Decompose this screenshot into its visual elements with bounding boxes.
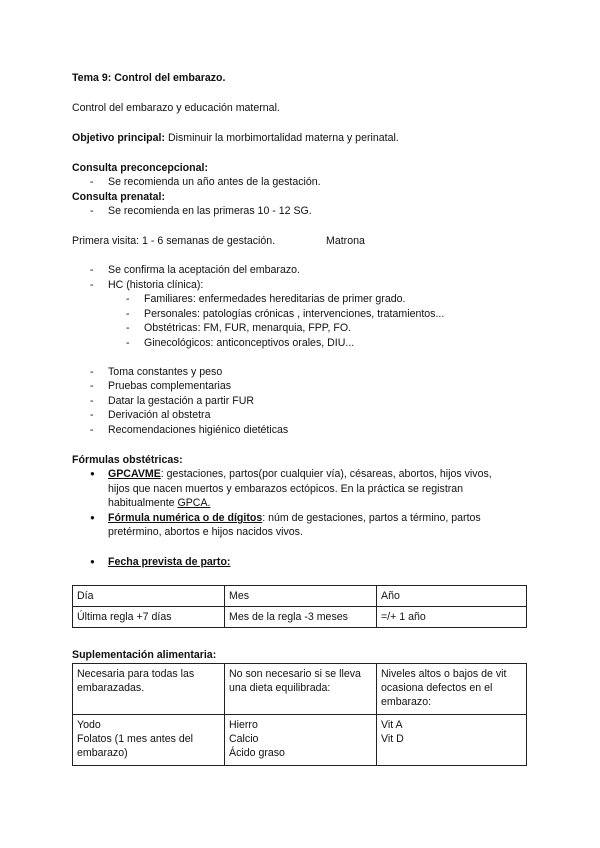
visit-more-item: - Toma constantes y peso xyxy=(108,365,222,379)
suplementacion-table xyxy=(72,663,527,766)
preconcepcional-heading: Consulta preconcepcional: xyxy=(72,162,208,174)
fpp-cell: Mes de la regla -3 meses xyxy=(225,607,377,628)
suplementacion-heading: Suplementación alimentaria: xyxy=(72,649,217,661)
table-row xyxy=(73,586,527,607)
visit-more-item: - Datar la gestación a partir FUR xyxy=(108,394,254,408)
numeric-formula-text-1: : núm de gestaciones, partos a término, partos xyxy=(262,512,481,524)
cell-line: No son necesario si se lleva xyxy=(229,668,361,680)
numeric-formula-label: Fórmula numérica o de dígitos xyxy=(108,512,263,524)
numeric-formula-line xyxy=(108,511,481,525)
hc-sub-item: - Personales: patologías crónicas , intervenciones, tratamientos... xyxy=(144,307,444,321)
gpcavme-text-2: hijos que nacen muertos y embarazos ectópicos. En la práctica se registran xyxy=(108,483,464,495)
cell-line: Calcio xyxy=(229,733,259,745)
supl-cell xyxy=(73,715,225,766)
table-row xyxy=(73,607,527,628)
first-visit: Primera visita: 1 - 6 semanas de gestación. xyxy=(72,235,276,247)
cell-line: embarazadas. xyxy=(77,682,145,694)
visit-more-item: - Derivación al obstetra xyxy=(108,408,210,422)
fpp-header-cell: Día xyxy=(73,586,225,607)
table-row xyxy=(73,664,527,715)
objective-label: Objetivo principal: xyxy=(72,132,166,144)
hc-sub-item: - Ginecológicos: anticonceptivos orales, DIU... xyxy=(144,336,354,350)
gpcavme-text-1: : gestaciones, partos(por cualquier vía), césareas, abortos, hijos vivos, xyxy=(160,468,492,480)
cell-line: ocasiona defectos en el xyxy=(381,682,493,694)
fpp-cell: Última regla +7 días xyxy=(73,607,225,628)
hc-sub-item: - Obstétricas: FM, FUR, menarquia, FPP, FO. xyxy=(144,321,351,335)
gpcavme-line xyxy=(108,467,492,481)
objective xyxy=(72,131,399,145)
prenatal-item: - Se recomienda en las primeras 10 - 12 SG. xyxy=(108,204,312,218)
subtitle: Control del embarazo y educación maternal. xyxy=(72,102,280,114)
gpcavme-text-3a: habitualmente xyxy=(108,497,178,509)
cell-line: embarazo) xyxy=(77,747,128,759)
visit-item-confirm: - Se confirma la aceptación del embarazo. xyxy=(108,263,300,277)
formulas-heading: Fórmulas obstétricas: xyxy=(72,454,183,466)
hc-sub-item: - Familiares: enfermedades hereditarias de primer grado. xyxy=(144,292,405,306)
cell-line: Vit D xyxy=(381,733,404,745)
fpp-cell: =/+ 1 año xyxy=(377,607,527,628)
supl-cell xyxy=(225,715,377,766)
fpp-table xyxy=(72,585,527,628)
cell-line: Hierro xyxy=(229,719,258,731)
cell-line: Vit A xyxy=(381,719,403,731)
objective-text: Disminuir la morbimortalidad materna y perinatal. xyxy=(165,132,399,144)
fpp-header-cell: Año xyxy=(377,586,527,607)
table-row xyxy=(73,715,527,766)
cell-line: una dieta equilibrada: xyxy=(229,682,331,694)
visit-more-item: - Pruebas complementarias xyxy=(108,379,231,393)
gpcavme-text-3 xyxy=(108,496,210,510)
page-title: Tema 9: Control del embarazo. xyxy=(72,72,226,84)
prenatal-heading: Consulta prenatal: xyxy=(72,191,166,203)
supl-header-cell xyxy=(225,664,377,715)
cell-line: embarazo: xyxy=(381,696,432,708)
visit-more-item: - Recomendaciones higiénico dietéticas xyxy=(108,423,288,437)
cell-line: Necesaria para todas las xyxy=(77,668,195,680)
cell-line: Ácido graso xyxy=(229,747,285,759)
gpcavme-label: GPCAVME xyxy=(108,468,161,480)
first-visit-who: Matrona xyxy=(326,235,365,247)
fpp-heading: ● Fecha prevista de parto: xyxy=(108,555,230,569)
numeric-formula-text-2: pretérmino, abortos e hijos nacidos vivos. xyxy=(108,526,303,538)
supl-cell xyxy=(377,715,527,766)
cell-line: Yodo xyxy=(77,719,101,731)
cell-line: Niveles altos o bajos de vit xyxy=(381,668,507,680)
preconcepcional-item: - Se recomienda un año antes de la gestación. xyxy=(108,175,321,189)
cell-line: Folatos (1 mes antes del xyxy=(77,733,193,745)
supl-header-cell xyxy=(73,664,225,715)
supl-header-cell xyxy=(377,664,527,715)
visit-item-hc: - HC (historia clínica): xyxy=(108,278,203,292)
fpp-header-cell: Mes xyxy=(225,586,377,607)
gpca-link: GPCA. xyxy=(177,497,211,509)
